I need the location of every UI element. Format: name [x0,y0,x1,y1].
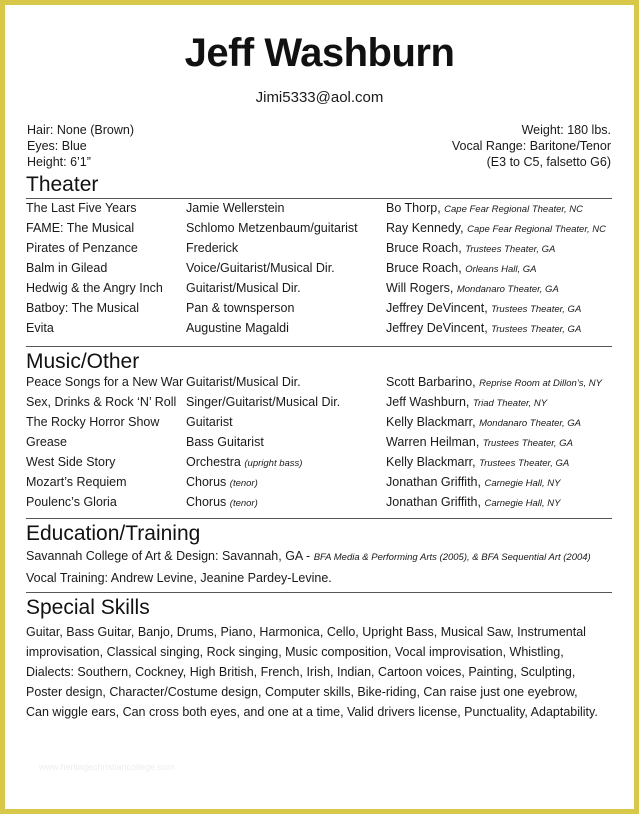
director-venue [386,201,583,215]
physical-stats-left [27,122,134,170]
role: Augustine Magaldi [186,321,289,335]
show-title: Evita [26,321,54,335]
venue: Cape Fear Regional Theater, NC [467,224,606,235]
vocal-range-detail: (E3 to C5, falsetto G6) [486,155,611,169]
director-venue [386,221,606,235]
director-venue [386,301,581,315]
role-text: Chorus [186,475,227,489]
role [186,475,258,489]
role: Voice/Guitarist/Musical Dir. [186,261,335,275]
director-venue [386,241,555,255]
venue: Orleans Hall, GA [465,264,537,275]
director: Scott Barbarino, [386,375,476,389]
show-title: FAME: The Musical [26,221,135,235]
venue: Cape Fear Regional Theater, NC [444,204,584,215]
director: Jeff Washburn, [386,395,470,409]
role [186,495,258,509]
role [186,455,302,469]
resume-name: Jeff Washburn [184,31,455,75]
credit-row [5,455,634,475]
weight-stat: Weight: 180 lbs. [521,123,611,137]
credit-row [5,375,634,395]
show-title: Poulenc’s Gloria [26,495,117,509]
director-venue [386,475,561,489]
director: Jeffrey DeVincent, [386,301,488,315]
email-address: Jimi5333@aol.com [255,89,384,106]
venue: Trustees Theater, GA [491,304,582,315]
role-text: Singer/Guitarist/Musical Dir. [186,395,341,409]
director: Jonathan Griffith, [386,475,481,489]
education-details [26,546,616,588]
venue: Mondanaro Theater, GA [479,418,582,429]
college: Savannah College of Art & Design: Savannah, GA - [26,549,311,563]
role: Pan & townsperson [186,301,295,315]
section-rule [26,592,612,593]
role-note: (upright bass) [244,458,303,469]
watermark: www.heritagechristiancollege.com [39,762,175,772]
section-title-music: Music/Other [26,350,140,373]
credit-row [5,201,634,221]
director-venue [386,395,547,409]
show-title: Hedwig & the Angry Inch [26,281,163,295]
role-text: Guitarist/Musical Dir. [186,375,301,389]
director: Will Rogers, [386,281,454,295]
theater-credits [5,201,634,341]
credit-row [5,301,634,321]
skills-line: improvisation, Classical singing, Rock singing, Music composition, Vocal improvisation, Whistling, [26,645,564,659]
role [186,435,264,449]
director-venue [386,261,537,275]
credit-row [5,321,634,341]
show-title: Peace Songs for a New War [26,375,184,389]
director: Kelly Blackmarr, [386,455,476,469]
director: Warren Heilman, [386,435,480,449]
director-venue [386,435,573,449]
director-venue [386,495,561,509]
venue: Triad Theater, NY [472,398,548,409]
skills-line: Guitar, Bass Guitar, Banjo, Drums, Piano, Harmonica, Cello, Upright Bass, Musical Saw, Instrumental [26,625,586,639]
role-note: (tenor) [229,478,258,489]
section-title-education: Education/Training [26,522,201,545]
show-title: Balm in Gilead [26,261,108,275]
role [186,375,301,389]
vocal-range-stat: Vocal Range: Baritone/Tenor [451,139,611,153]
venue: Reprise Room at Dillon’s, NY [479,378,602,389]
director-venue [386,375,602,389]
role [186,415,233,429]
show-title: The Last Five Years [26,201,137,215]
skills-paragraph [26,622,616,722]
eyes-stat: Eyes: Blue [27,139,87,153]
skills-line: Can wiggle ears, Can cross both eyes, and one at a time, Valid drivers license, Punctuality, Adaptability. [26,705,598,719]
role: Schlomo Metzenbaum/guitarist [186,221,358,235]
director: Jonathan Griffith, [386,495,481,509]
director-venue [386,415,581,429]
role-text: Bass Guitarist [186,435,264,449]
credit-row [5,281,634,301]
role: Guitarist/Musical Dir. [186,281,301,295]
skills-line: Dialects: Southern, Cockney, High British, French, Irish, Indian, Cartoon voices, Painting, Sculpting, [26,665,576,679]
director: Bruce Roach, [386,261,462,275]
director-venue [386,321,581,335]
show-title: Mozart’s Requiem [26,475,127,489]
director: Bruce Roach, [386,241,462,255]
role-note: (tenor) [229,498,258,509]
section-title-skills: Special Skills [26,596,150,619]
director: Jeffrey DeVincent, [386,321,488,335]
role-text: Chorus [186,495,227,509]
role-text: Guitarist [186,415,233,429]
section-rule [26,198,612,199]
height-stat: Height: 6’1” [27,155,91,169]
show-title: Pirates of Penzance [26,241,138,255]
role: Jamie Wellerstein [186,201,285,215]
show-title: West Side Story [26,455,116,469]
music-credits [5,375,634,515]
venue: Trustees Theater, GA [465,244,556,255]
vocal-training: Vocal Training: Andrew Levine, Jeanine Pardey-Levine. [26,571,332,585]
director: Ray Kennedy, [386,221,464,235]
director-venue [386,455,569,469]
show-title: Batboy: The Musical [26,301,140,315]
credit-row [5,475,634,495]
credit-row [5,221,634,241]
role [186,395,340,409]
credit-row [5,495,634,515]
role: Frederick [186,241,239,255]
credit-row [5,415,634,435]
skills-line: Poster design, Character/Costume design, Computer skills, Bike-riding, Can raise just one eyebrow, [26,685,578,699]
hair-stat: Hair: None (Brown) [27,123,134,137]
show-title: Sex, Drinks & Rock ‘N’ Roll [26,395,177,409]
credit-row [5,261,634,281]
physical-stats-right [452,122,611,170]
credit-row [5,435,634,455]
show-title: Grease [26,435,67,449]
venue: Trustees Theater, GA [482,438,573,449]
section-title-theater: Theater [26,173,99,196]
role-text: Orchestra [186,455,241,469]
section-rule [26,346,612,347]
credit-row [5,241,634,261]
venue: Carnegie Hall, NY [484,478,561,489]
credit-row [5,395,634,415]
venue: Trustees Theater, GA [479,458,570,469]
director: Kelly Blackmarr, [386,415,476,429]
venue: Carnegie Hall, NY [484,498,561,509]
show-title: The Rocky Horror Show [26,415,160,429]
director: Bo Thorp, [386,201,441,215]
degree-note: BFA Media & Performing Arts (2005), & BFA Sequential Art (2004) [313,552,591,563]
college-line [26,546,616,568]
section-rule [26,518,612,519]
venue: Mondanaro Theater, GA [456,284,559,295]
venue: Trustees Theater, GA [491,324,582,335]
director-venue [386,281,559,295]
